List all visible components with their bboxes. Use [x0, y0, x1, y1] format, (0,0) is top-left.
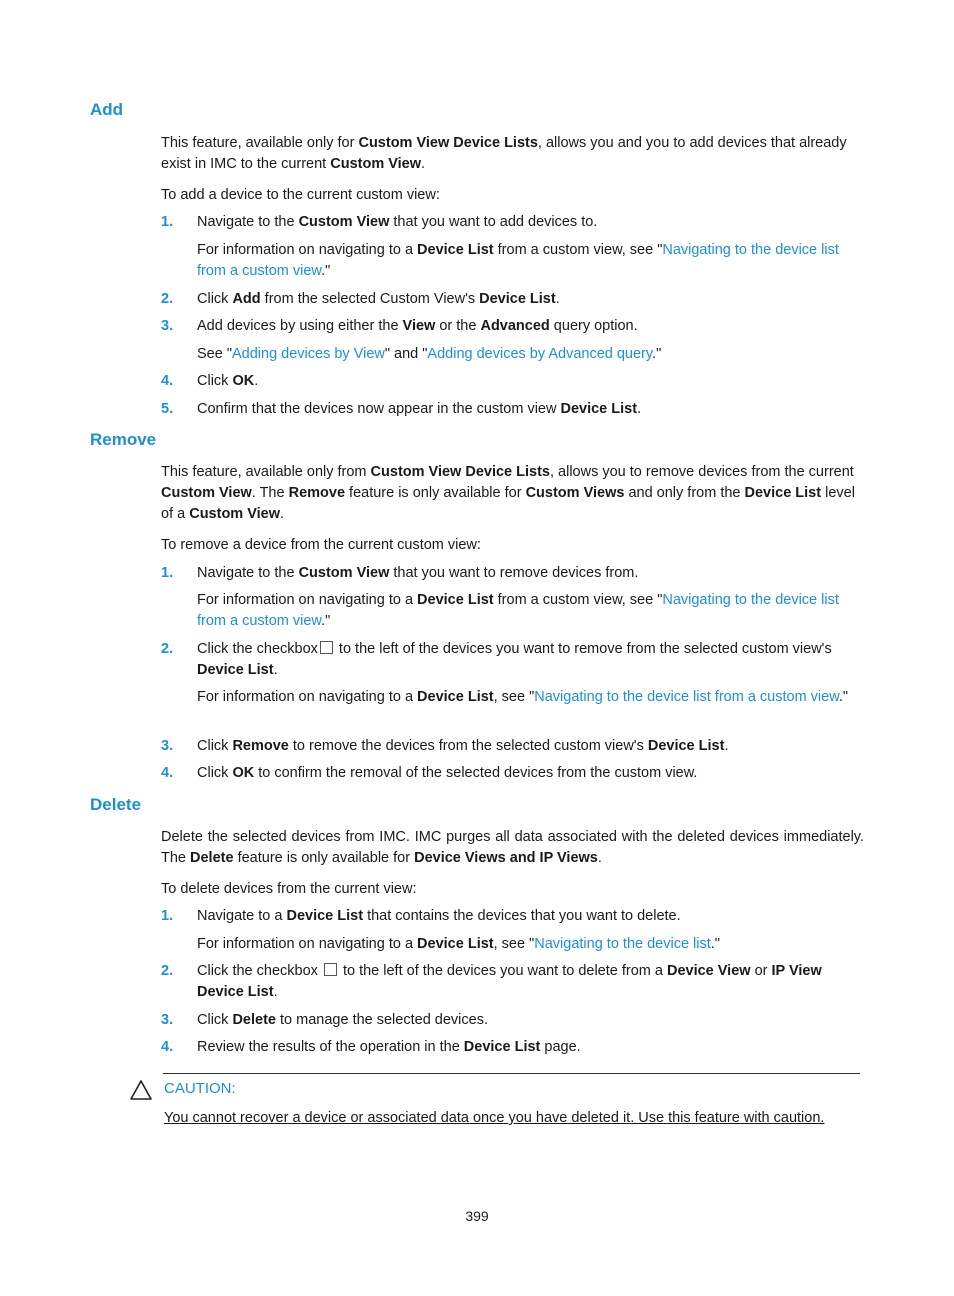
- delete-intro: Delete the selected devices from IMC. IMC purges all data associated with the deleted devices immediately. The Delete feature is only available for Device Views and IP Views.: [161, 829, 864, 866]
- add-step-2: Click Add from the selected Custom View's Device List.: [197, 291, 560, 307]
- step-number: 4.: [161, 373, 174, 389]
- step-number: 4.: [161, 765, 174, 781]
- remove-intro: This feature, available only from Custom View Device Lists, allows you to remove devices from the current Custom View. The Remove feature is only available for Custom Views and only from the Device List level of a Custom View.: [161, 464, 855, 522]
- link-navigating-device-list-custom-view[interactable]: Navigating to the device list from a custom view: [534, 689, 839, 705]
- step-number: 3.: [161, 318, 174, 334]
- add-lead: To add a device to the current custom view:: [161, 187, 440, 203]
- remove-step-3: Click Remove to remove the devices from the selected custom view's Device List.: [197, 738, 729, 754]
- remove-step-1-note: For information on navigating to a Device List from a custom view, see "Navigating to the device list from a custom view.": [197, 592, 839, 629]
- link-adding-devices-by-view[interactable]: Adding devices by View: [231, 346, 385, 362]
- step-number: 1.: [161, 908, 174, 924]
- delete-step-3: Click Delete to manage the selected devices.: [197, 1012, 488, 1028]
- link-navigating-device-list-custom-view[interactable]: Navigating to the device list from a custom view: [197, 242, 839, 279]
- delete-lead: To delete devices from the current view:: [161, 881, 417, 897]
- remove-step-2-note: For information on navigating to a Device List, see "Navigating to the device list from a custom view.": [197, 689, 849, 705]
- link-navigating-device-list-custom-view[interactable]: Navigating to the device list from a custom view: [197, 592, 839, 629]
- add-step-5: Confirm that the devices now appear in the custom view Device List.: [197, 401, 642, 417]
- delete-step-1-note: For information on navigating to a Device List, see "Navigating to the device list.": [197, 936, 720, 952]
- add-step-4: Click OK.: [197, 373, 259, 389]
- link-adding-devices-advanced-query[interactable]: Adding devices by Advanced query: [427, 346, 653, 362]
- step-number: 2.: [161, 641, 174, 657]
- step-number: 1.: [161, 214, 174, 230]
- add-step-1-note: For information on navigating to a Device List from a custom view, see "Navigating to the device list from a custom view.": [197, 242, 839, 279]
- remove-lead: To remove a device from the current custom view:: [161, 537, 481, 553]
- step-number: 5.: [161, 401, 174, 417]
- delete-step-2: Click the checkbox to the left of the devices you want to delete from a Device View or IP View Device List.: [197, 963, 822, 1000]
- section-heading-add: Add: [90, 100, 124, 119]
- warning-triangle-icon: [129, 1079, 153, 1105]
- step-number: 2.: [161, 963, 174, 979]
- step-number: 3.: [161, 1012, 174, 1028]
- section-heading-delete: Delete: [90, 795, 142, 814]
- section-heading-remove: Remove: [90, 430, 157, 449]
- remove-step-1: Navigate to the Custom View that you want to remove devices from.: [197, 565, 639, 581]
- remove-step-4: Click OK to confirm the removal of the selected devices from the custom view.: [197, 765, 698, 781]
- remove-step-2: Click the checkbox to the left of the devices you want to remove from the selected custom view's Device List.: [197, 641, 832, 678]
- step-number: 3.: [161, 738, 174, 754]
- caution-label: CAUTION:: [164, 1080, 236, 1097]
- delete-step-1: Navigate to a Device List that contains the devices that you want to delete.: [197, 908, 681, 924]
- step-number: 4.: [161, 1039, 174, 1055]
- add-intro: This feature, available only for Custom View Device Lists, allows you and you to add devices that already exist in IMC to the current Custom View.: [161, 135, 847, 172]
- checkbox-icon: [320, 641, 333, 654]
- delete-step-4: Review the results of the operation in the Device List page.: [197, 1039, 581, 1055]
- add-step-1: Navigate to the Custom View that you want to add devices to.: [197, 214, 598, 230]
- step-number: 2.: [161, 291, 174, 307]
- add-step-3: Add devices by using either the View or the Advanced query option.: [197, 318, 638, 334]
- step-number: 1.: [161, 565, 174, 581]
- add-step-3-note: See "Adding devices by View" and "Adding devices by Advanced query.": [197, 346, 662, 362]
- page-number: 399: [465, 1208, 489, 1224]
- checkbox-icon: [324, 963, 337, 976]
- caution-divider: [163, 1073, 860, 1074]
- caution-text: You cannot recover a device or associated data once you have deleted it. Use this feature with caution.: [164, 1110, 825, 1126]
- link-navigating-device-list[interactable]: Navigating to the device list: [534, 936, 711, 952]
